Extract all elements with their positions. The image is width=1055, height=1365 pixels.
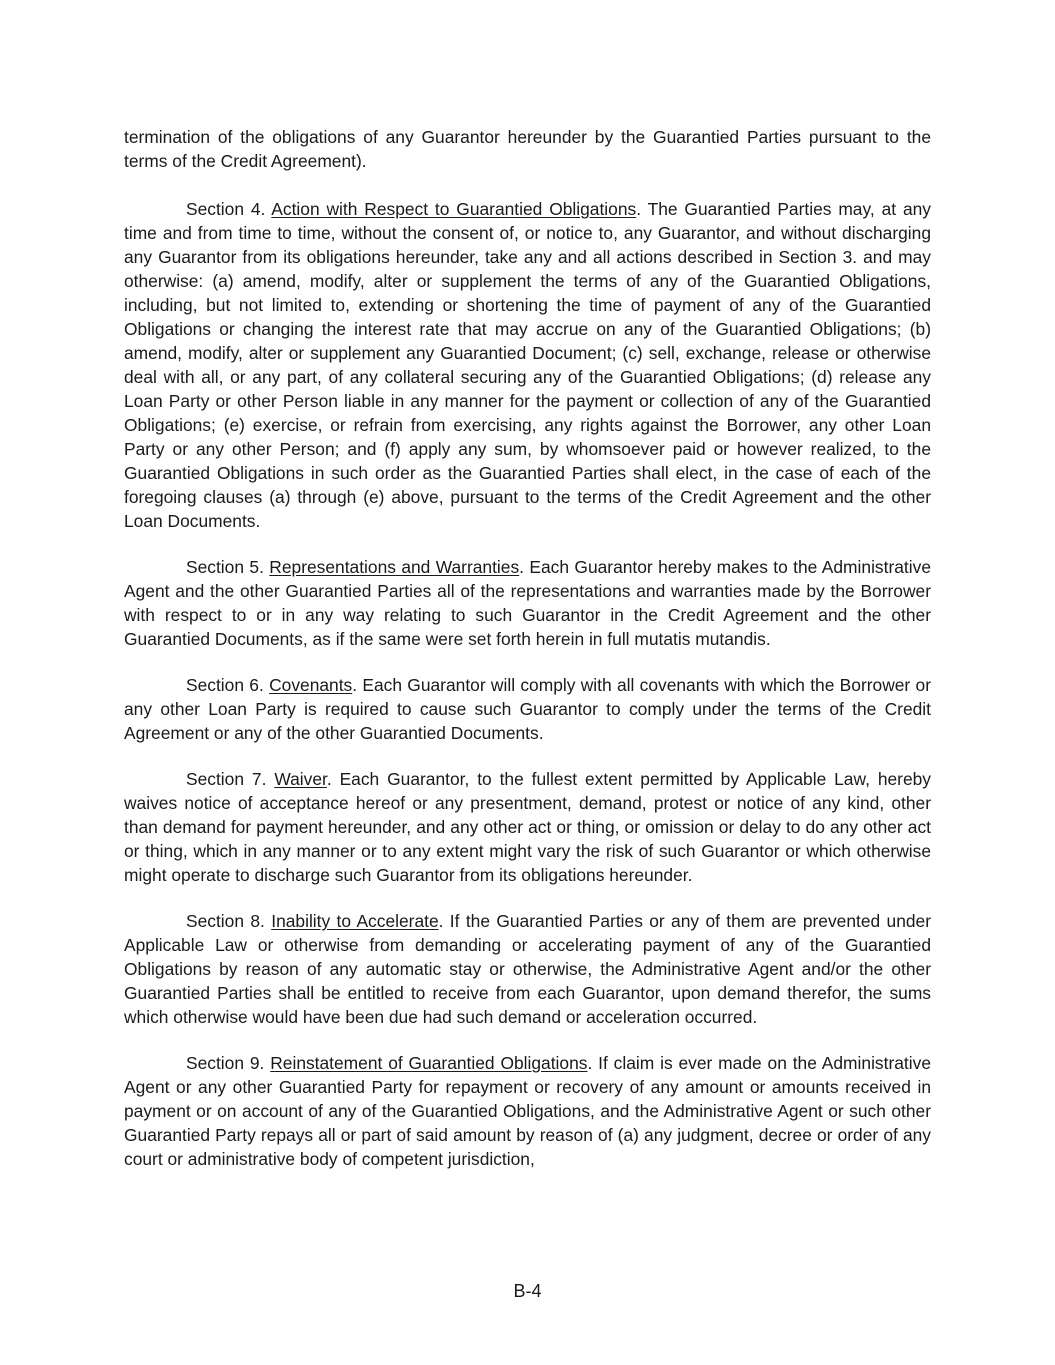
section-7-number: Section 7. (186, 769, 267, 789)
section-6-number: Section 6. (186, 675, 264, 695)
section-7-paragraph (124, 767, 931, 887)
section-4-text: . The Guarantied Parties may, at any time and from time to time, without the consent of, or notice to, any Guarantor, and without discharging any Guarantor from its obligations hereunder, take any and all actions described in Section 3. and may otherwise: (a) amend, modify, alter or supplement the terms of any of the Guarantied Obligations, including, but not limited to, extending or shortening the time of payment of any of the Guarantied Obligations or changing the interest rate that may accrue on any of the Guarantied Obligations; (b) amend, modify, alter or supplement any Guarantied Document; (c) sell, exchange, release or otherwise deal with all, or any part, of any collateral securing any of the Guarantied Obligations; (d) release any Loan Party or other Person liable in any manner for the payment or collection of any of the Guarantied Obligations; (e) exercise, or refrain from exercising, any rights against the Borrower, any other Loan Party or any other Person; and (f) apply any sum, by whomsoever paid or however realized, to the Guarantied Obligations in such order as the Guarantied Parties shall elect, in the case of each of the foregoing clauses (a) through (e) above, pursuant to the terms of the Credit Agreement and the other Loan Documents. (124, 199, 931, 531)
section-9-heading: Reinstatement of Guarantied Obligations (270, 1053, 588, 1073)
page-number: B-4 (513, 1281, 542, 1301)
section-5-text: . Each Guarantor hereby makes to the Administrative Agent and the other Guarantied Parties all of the representations and warranties made by the Borrower with respect to or in any way relating to such Guarantor in the Credit Agreement and the other Guarantied Documents, as if the same were set forth herein in full mutatis mutandis. (124, 557, 931, 649)
section-6-paragraph (124, 673, 931, 745)
section-9-text: . If claim is ever made on the Administrative Agent or any other Guarantied Party for repayment or recovery of any amount or amounts received in payment or on account of any of the Guarantied Obligations, and the Administrative Agent or such other Guarantied Party repays all or part of said amount by reason of (a) any judgment, decree or order of any court or administrative body of competent jurisdiction, (124, 1053, 931, 1169)
section-5-heading: Representations and Warranties (269, 557, 520, 577)
section-4-number: Section 4. (186, 199, 266, 219)
section-8-heading: Inability to Accelerate (271, 911, 439, 931)
section-8-number: Section 8. (186, 911, 265, 931)
section-8-text: . If the Guarantied Parties or any of them are prevented under Applicable Law or otherwise from demanding or accelerating payment of any of the Guarantied Obligations by reason of any automatic stay or otherwise, the Administrative Agent and/or the other Guarantied Parties shall be entitled to receive from each Guarantor, upon demand therefor, the sums which otherwise would have been due had such demand or acceleration occurred. (124, 911, 931, 1027)
section-4-heading: Action with Respect to Guarantied Obligations (271, 199, 637, 219)
section-6-text: . Each Guarantor will comply with all covenants with which the Borrower or any other Loan Party is required to cause such Guarantor to comply under the terms of the Credit Agreement or any of the other Guarantied Documents. (124, 675, 931, 743)
section-6-heading: Covenants (269, 675, 353, 695)
continuation-paragraph: termination of the obligations of any Guarantor hereunder by the Guarantied Parties pursuant to the terms of the Credit Agreement). (124, 127, 931, 171)
document-body (124, 125, 931, 1193)
section-9-paragraph (124, 1051, 931, 1171)
section-7-heading: Waiver (274, 769, 327, 789)
section-9-number: Section 9. (186, 1053, 265, 1073)
section-5-number: Section 5. (186, 557, 264, 577)
section-5-paragraph (124, 555, 931, 651)
section-8-paragraph (124, 909, 931, 1029)
section-4-paragraph (124, 197, 931, 533)
section-7-text: . Each Guarantor, to the fullest extent permitted by Applicable Law, hereby waives notice of acceptance hereof or any presentment, demand, protest or notice of any kind, other than demand for payment hereunder, and any other act or thing, or omission or delay to do any other act or thing, which in any manner or to any extent might vary the risk of such Guarantor or which otherwise might operate to discharge such Guarantor from its obligations hereunder. (124, 769, 931, 885)
